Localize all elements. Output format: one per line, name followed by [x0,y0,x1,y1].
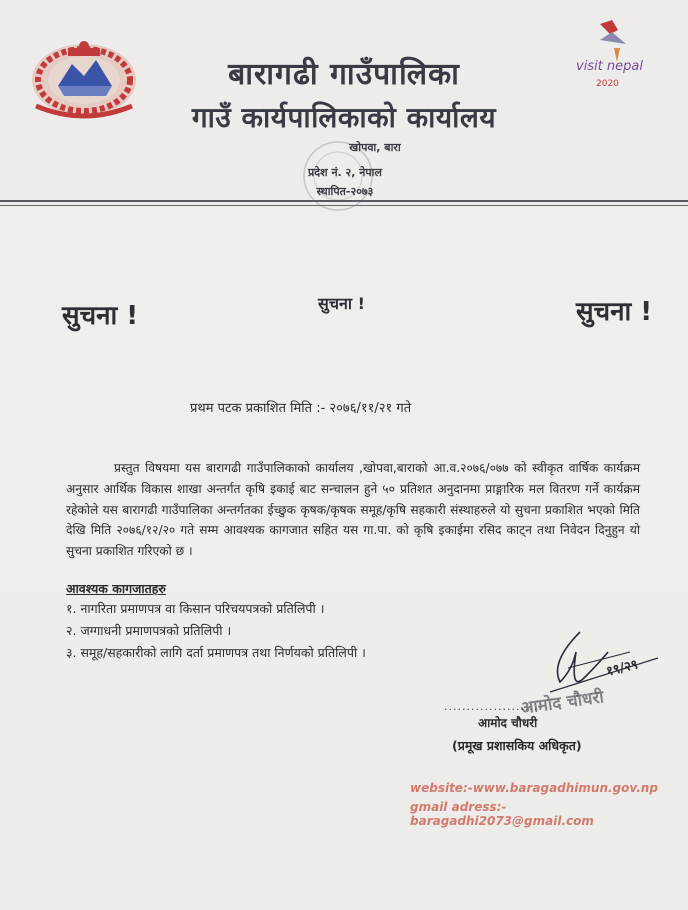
published-date: प्रथम पटक प्रकाशित मिति :- २०७६/११/२१ गते [190,401,412,416]
header-divider [0,200,688,202]
footer-email: gmail adress:-baragadhi2073@gmail.com [410,800,594,828]
signatory-title: (प्रमूख प्रशासकिय अधिकृत) [452,738,582,753]
notice-heading-center: सुचना ! [318,294,365,313]
signature-stamp: आमोद चौधरी [519,687,606,719]
address-line-2: प्रदेश नं. २, नेपाल [308,166,382,179]
documents-list [66,598,366,664]
handwritten-date: १९/२९ [605,657,640,680]
signature-line: ...................... [444,700,543,713]
list-item: ३. समूह/सहकारीको लागि दर्ता प्रमाणपत्र तथा निर्णयको प्रतिलिपी । [66,645,366,660]
office-title: गाउँ कार्यपालिकाको कार्यालय [191,101,497,134]
notice-heading-right: सुचना ! [576,297,653,327]
address-line-3: स्थापित-२०७३ [316,185,374,198]
signatory-name: आमोद चौधरी [478,716,538,730]
address-line-1: खोपवा, बारा [349,141,401,154]
visit-logo-text: visit nepal [576,59,643,74]
notice-body: प्रस्तुत विषयमा यस बारागढी गाउँपालिकाको कार्यालय ,खोपवा,बाराको आ.व.२०७६/०७७ को स्वीकृत वार्षिक कार्यक्रम अनुसार आर्थिक विकास शाखा अन्तर्गत कृषि इकाई बाट सन्चालन हुने ५० प्रतिशत अनुदानमा प्राङ्गारिक मल वितरण गर्ने कार्यक्रम रहेकोले यस बारागढी गाउँपालिका अन्तर्गतका ईच्छुक कृषक/कृषक समूह/कृषि सहकारी संस्थाहरुले यो सुचना प्रकाशित भएको मिति देखि मिति २०७६/१२/२० गते सम्म आवश्यक कागजात सहित यस गा.पा. को कृषि इकाईमा रसिद काट्न तथा निवेदन दिनुहुन यो सुचना प्रकाशित गरिएको छ । [66,461,640,559]
footer-website: website:-www.baragadhimun.gov.np [410,781,658,795]
municipality-title: बारागढी गाउँपालिका [228,57,460,92]
header-divider-thin [0,205,688,206]
notice-heading-left: सुचना ! [62,301,139,331]
visit-logo-year: 2020 [596,79,619,89]
list-item: १. नागरिता प्रमाणपत्र वा किसान परिचयपत्रको प्रतिलिपी । [66,601,325,616]
list-item: २. जग्गाधनी प्रमाणपत्रको प्रतिलिपी । [66,623,232,638]
documents-heading: आवश्यक कागजातहरु [66,581,166,596]
